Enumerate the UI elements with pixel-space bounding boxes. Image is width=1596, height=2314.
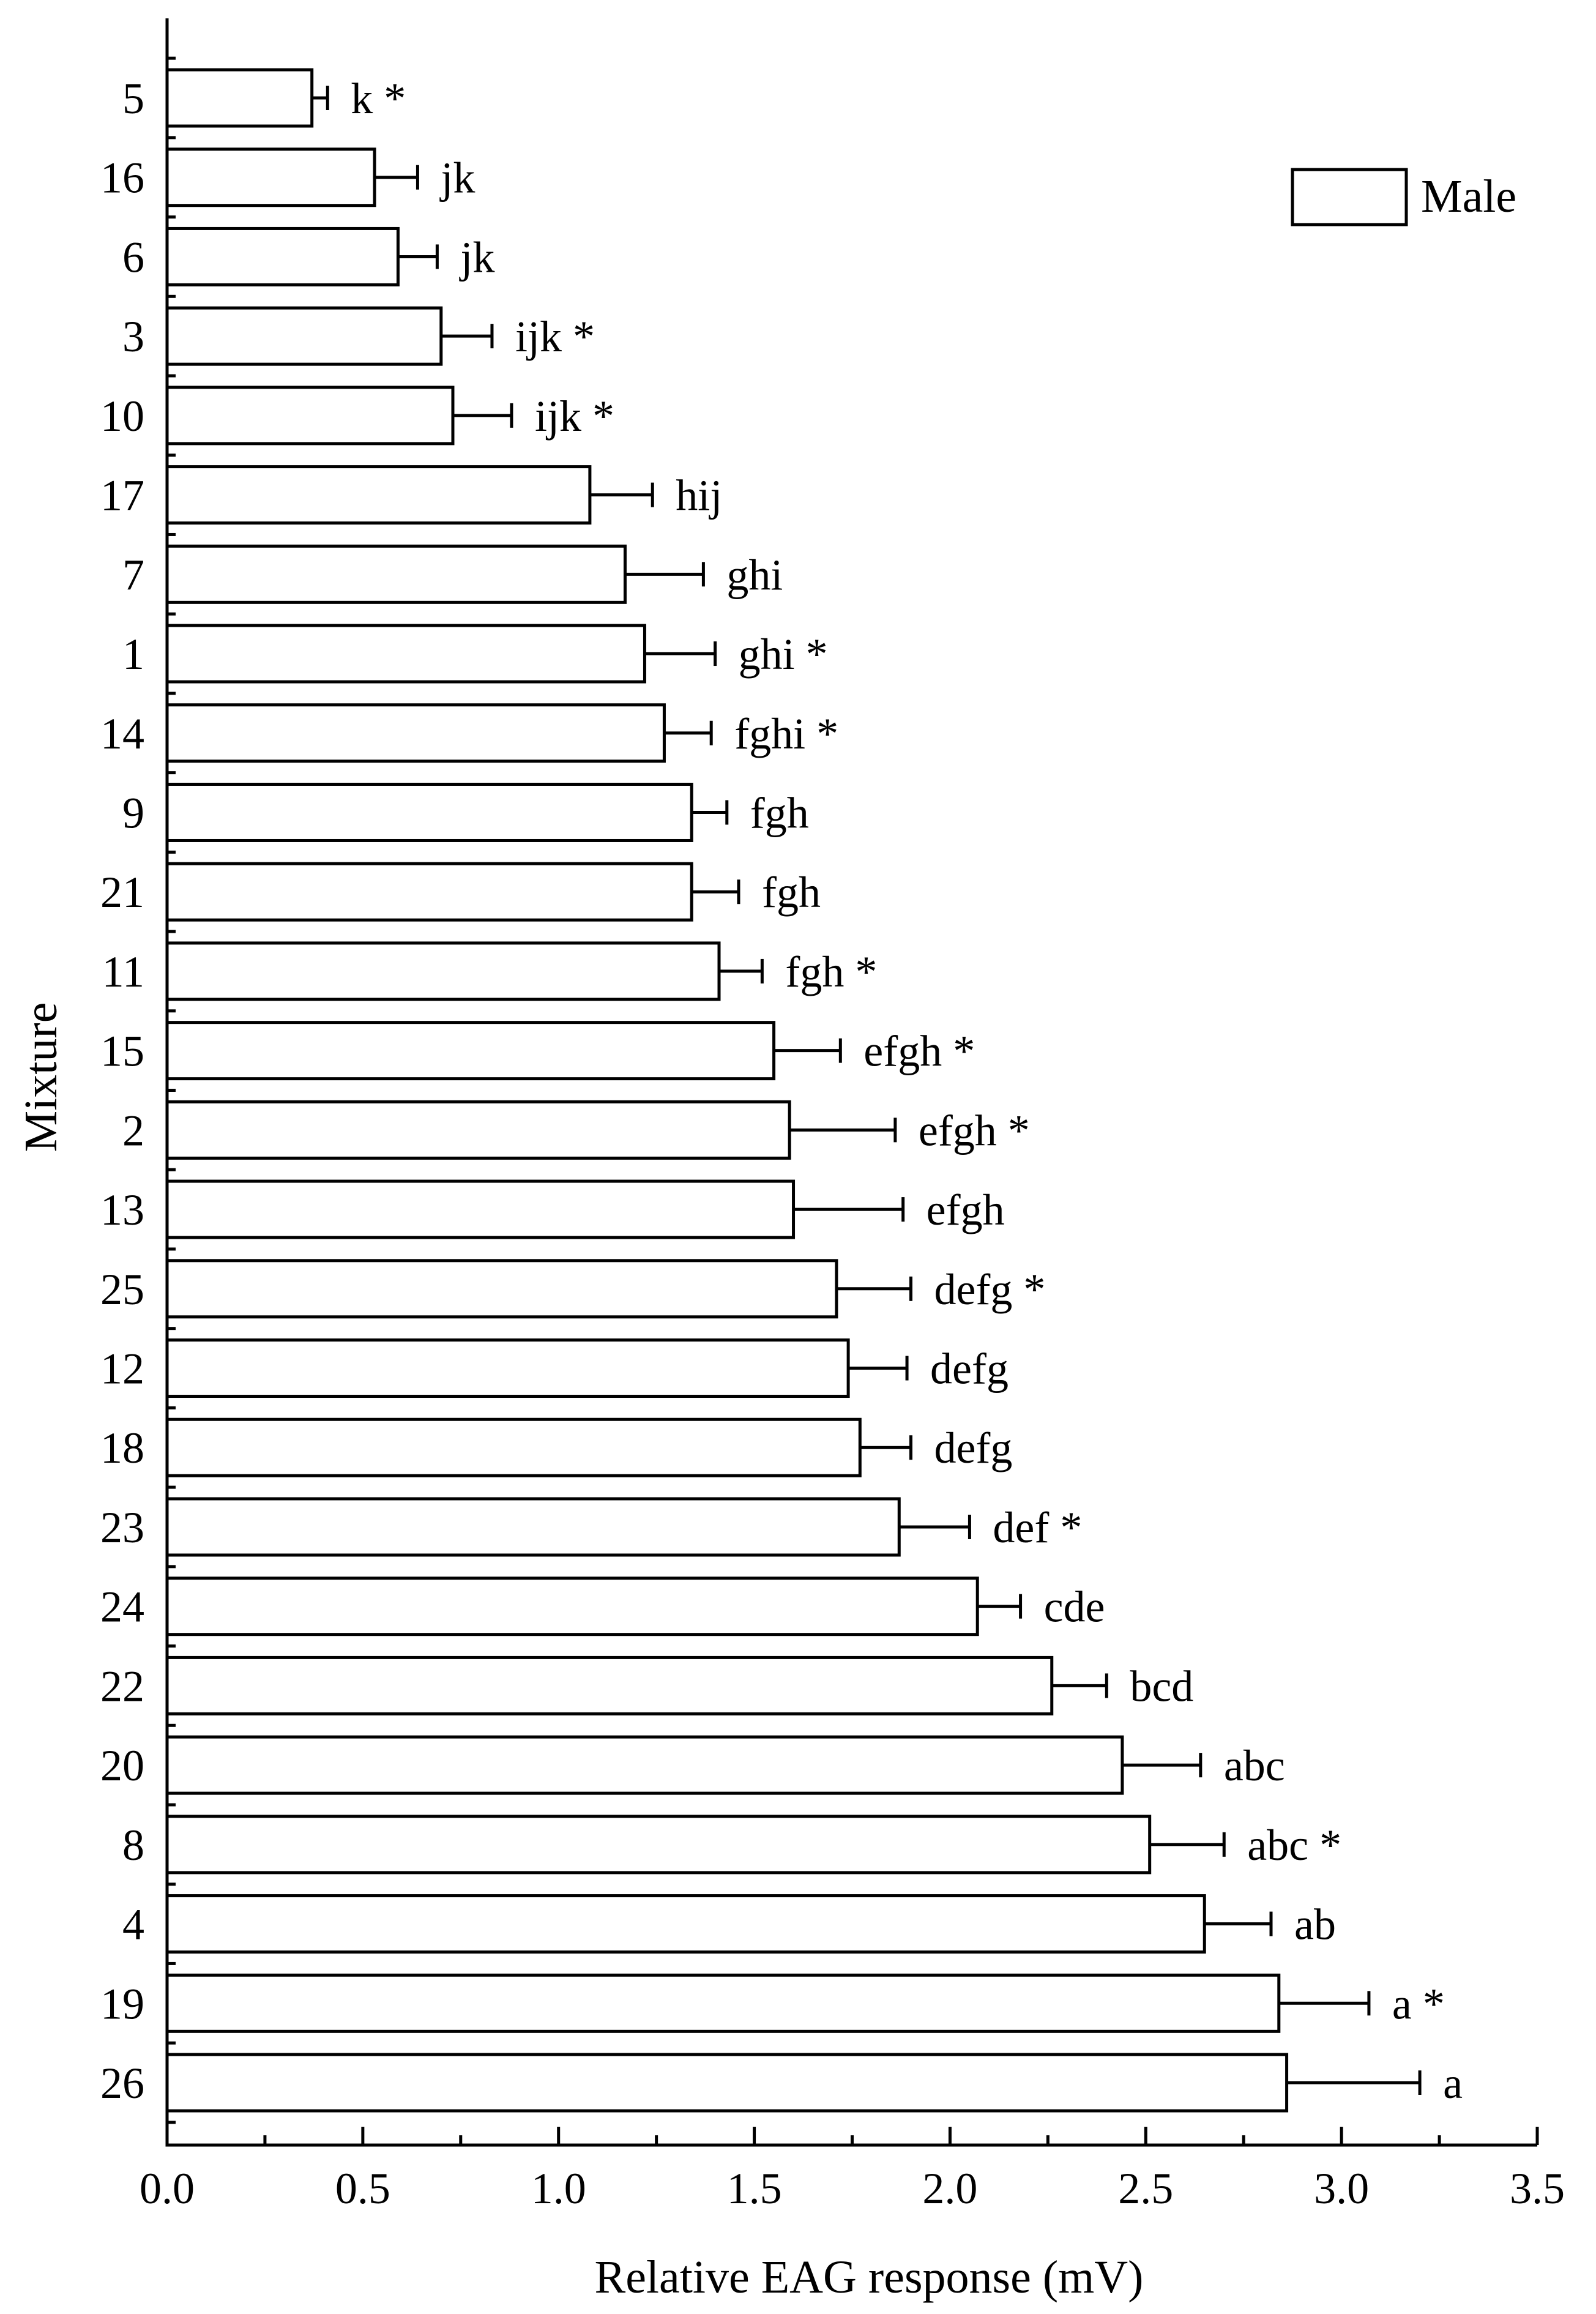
bar-group-mixture-1 bbox=[122, 625, 828, 682]
bar-mixture-6 bbox=[167, 228, 398, 285]
bar-mixture-22 bbox=[167, 1657, 1052, 1714]
bar-mixture-24 bbox=[167, 1578, 977, 1635]
bar-group-mixture-4 bbox=[122, 1896, 1336, 1952]
bar-group-mixture-25 bbox=[100, 1261, 1045, 1317]
bar-mixture-3 bbox=[167, 308, 441, 364]
bar-group-mixture-23 bbox=[100, 1499, 1082, 1555]
y-tick-label-mixture-22: 22 bbox=[100, 1662, 144, 1711]
bar-group-mixture-18 bbox=[100, 1419, 1012, 1476]
significance-label-mixture-8: abc * bbox=[1247, 1820, 1342, 1870]
significance-label-mixture-17: hij bbox=[676, 471, 723, 520]
y-tick-label-mixture-13: 13 bbox=[100, 1185, 144, 1235]
significance-label-mixture-15: efgh * bbox=[863, 1026, 975, 1076]
significance-label-mixture-13: efgh bbox=[926, 1185, 1005, 1235]
bar-mixture-25 bbox=[167, 1261, 837, 1317]
significance-label-mixture-18: defg bbox=[934, 1424, 1013, 1473]
bar-group-mixture-8 bbox=[122, 1816, 1341, 1873]
y-tick-label-mixture-7: 7 bbox=[122, 550, 144, 600]
bar-group-mixture-11 bbox=[102, 943, 878, 999]
y-tick-label-mixture-17: 17 bbox=[100, 471, 144, 520]
significance-label-mixture-4: ab bbox=[1294, 1900, 1336, 1949]
bar-mixture-16 bbox=[167, 149, 375, 206]
y-tick-label-mixture-11: 11 bbox=[102, 947, 144, 996]
bar-group-mixture-20 bbox=[100, 1737, 1285, 1793]
significance-label-mixture-14: fghi * bbox=[734, 709, 839, 758]
bar-group-mixture-14 bbox=[100, 705, 838, 761]
y-tick-label-mixture-20: 20 bbox=[100, 1741, 144, 1791]
bar-mixture-20 bbox=[167, 1737, 1122, 1793]
y-tick-label-mixture-12: 12 bbox=[100, 1344, 144, 1394]
bar-mixture-7 bbox=[167, 546, 625, 602]
bar-group-mixture-7 bbox=[122, 546, 783, 602]
bar-group-mixture-19 bbox=[100, 1975, 1445, 2031]
bar-mixture-26 bbox=[167, 2055, 1287, 2111]
significance-label-mixture-20: abc bbox=[1223, 1741, 1285, 1791]
significance-label-mixture-1: ghi * bbox=[738, 630, 828, 679]
x-tick-label: 1.0 bbox=[531, 2164, 586, 2213]
x-tick-label: 3.5 bbox=[1510, 2164, 1565, 2213]
legend bbox=[1292, 170, 1516, 225]
y-tick-label-mixture-9: 9 bbox=[122, 788, 144, 838]
y-tick-label-mixture-16: 16 bbox=[100, 153, 144, 203]
y-tick-label-mixture-4: 4 bbox=[122, 1900, 144, 1949]
bar-group-mixture-10 bbox=[100, 387, 614, 444]
x-tick-label: 2.0 bbox=[922, 2164, 978, 2213]
x-tick-label: 0.5 bbox=[335, 2164, 390, 2213]
bar-mixture-14 bbox=[167, 705, 664, 761]
x-axis-title: Relative EAG response (mV) bbox=[594, 2252, 1144, 2303]
bars-layer bbox=[100, 70, 1463, 2111]
y-tick-label-mixture-23: 23 bbox=[100, 1502, 144, 1552]
significance-label-mixture-2: efgh * bbox=[918, 1106, 1030, 1155]
significance-label-mixture-22: bcd bbox=[1130, 1662, 1194, 1711]
y-tick-label-mixture-2: 2 bbox=[122, 1106, 144, 1155]
bar-group-mixture-26 bbox=[100, 2055, 1463, 2111]
bar-mixture-10 bbox=[167, 387, 453, 444]
bar-mixture-12 bbox=[167, 1340, 848, 1397]
y-tick-label-mixture-8: 8 bbox=[122, 1820, 144, 1870]
bar-group-mixture-24 bbox=[100, 1578, 1105, 1635]
bar-mixture-15 bbox=[167, 1023, 774, 1079]
significance-label-mixture-3: ijk * bbox=[515, 312, 595, 362]
significance-label-mixture-5: k * bbox=[351, 74, 406, 123]
y-tick-label-mixture-6: 6 bbox=[122, 233, 144, 282]
y-tick-label-mixture-15: 15 bbox=[100, 1026, 144, 1076]
bar-group-mixture-22 bbox=[100, 1657, 1193, 1714]
bar-mixture-23 bbox=[167, 1499, 899, 1555]
bar-group-mixture-16 bbox=[100, 149, 475, 206]
significance-label-mixture-19: a * bbox=[1392, 1979, 1445, 2029]
significance-label-mixture-23: def * bbox=[993, 1502, 1083, 1552]
legend-swatch bbox=[1292, 170, 1406, 225]
significance-label-mixture-21: fgh bbox=[761, 868, 821, 917]
y-tick-label-mixture-24: 24 bbox=[100, 1582, 144, 1632]
bar-mixture-1 bbox=[167, 625, 644, 682]
significance-label-mixture-10: ijk * bbox=[534, 391, 614, 441]
significance-label-mixture-11: fgh * bbox=[785, 947, 878, 996]
bar-mixture-9 bbox=[167, 784, 692, 840]
x-tick-label: 0.0 bbox=[140, 2164, 195, 2213]
bar-mixture-19 bbox=[167, 1975, 1279, 2031]
bar-mixture-21 bbox=[167, 864, 692, 920]
y-tick-label-mixture-25: 25 bbox=[100, 1264, 144, 1314]
bar-mixture-11 bbox=[167, 943, 719, 999]
y-tick-label-mixture-5: 5 bbox=[122, 74, 144, 123]
significance-label-mixture-6: jk bbox=[460, 233, 495, 282]
y-tick-label-mixture-26: 26 bbox=[100, 2059, 144, 2108]
y-tick-label-mixture-21: 21 bbox=[100, 868, 144, 917]
bar-group-mixture-17 bbox=[100, 467, 722, 523]
legend-label: Male bbox=[1421, 171, 1517, 222]
significance-label-mixture-25: defg * bbox=[934, 1264, 1046, 1314]
bar-group-mixture-21 bbox=[100, 864, 821, 920]
bar-mixture-18 bbox=[167, 1419, 860, 1476]
significance-label-mixture-16: jk bbox=[441, 153, 475, 203]
bar-group-mixture-6 bbox=[122, 228, 494, 285]
significance-label-mixture-7: ghi bbox=[726, 550, 783, 600]
bar-mixture-4 bbox=[167, 1896, 1204, 1952]
significance-label-mixture-26: a bbox=[1443, 2059, 1463, 2108]
significance-label-mixture-9: fgh bbox=[750, 788, 809, 838]
x-tick-label: 2.5 bbox=[1118, 2164, 1174, 2213]
y-tick-label-mixture-18: 18 bbox=[100, 1424, 144, 1473]
bar-mixture-17 bbox=[167, 467, 590, 523]
x-tick-label: 3.0 bbox=[1314, 2164, 1370, 2213]
bar-group-mixture-15 bbox=[100, 1023, 975, 1079]
bar-group-mixture-9 bbox=[122, 784, 809, 840]
significance-label-mixture-12: defg bbox=[930, 1344, 1009, 1394]
y-axis-title: Mixture bbox=[15, 1002, 67, 1152]
y-tick-label-mixture-14: 14 bbox=[100, 709, 144, 758]
bar-group-mixture-13 bbox=[100, 1181, 1005, 1237]
significance-label-mixture-24: cde bbox=[1043, 1582, 1105, 1632]
bar-group-mixture-5 bbox=[122, 70, 406, 126]
bar-mixture-2 bbox=[167, 1102, 789, 1158]
bar-mixture-8 bbox=[167, 1816, 1150, 1873]
y-tick-label-mixture-3: 3 bbox=[122, 312, 144, 362]
bar-mixture-13 bbox=[167, 1181, 794, 1237]
x-tick-label: 1.5 bbox=[726, 2164, 782, 2213]
y-tick-label-mixture-1: 1 bbox=[122, 630, 144, 679]
bar-group-mixture-12 bbox=[100, 1340, 1009, 1397]
y-tick-label-mixture-19: 19 bbox=[100, 1979, 144, 2029]
bar-group-mixture-2 bbox=[122, 1102, 1030, 1158]
bar-mixture-5 bbox=[167, 70, 312, 126]
y-tick-label-mixture-10: 10 bbox=[100, 391, 144, 441]
bar-group-mixture-3 bbox=[122, 308, 595, 364]
